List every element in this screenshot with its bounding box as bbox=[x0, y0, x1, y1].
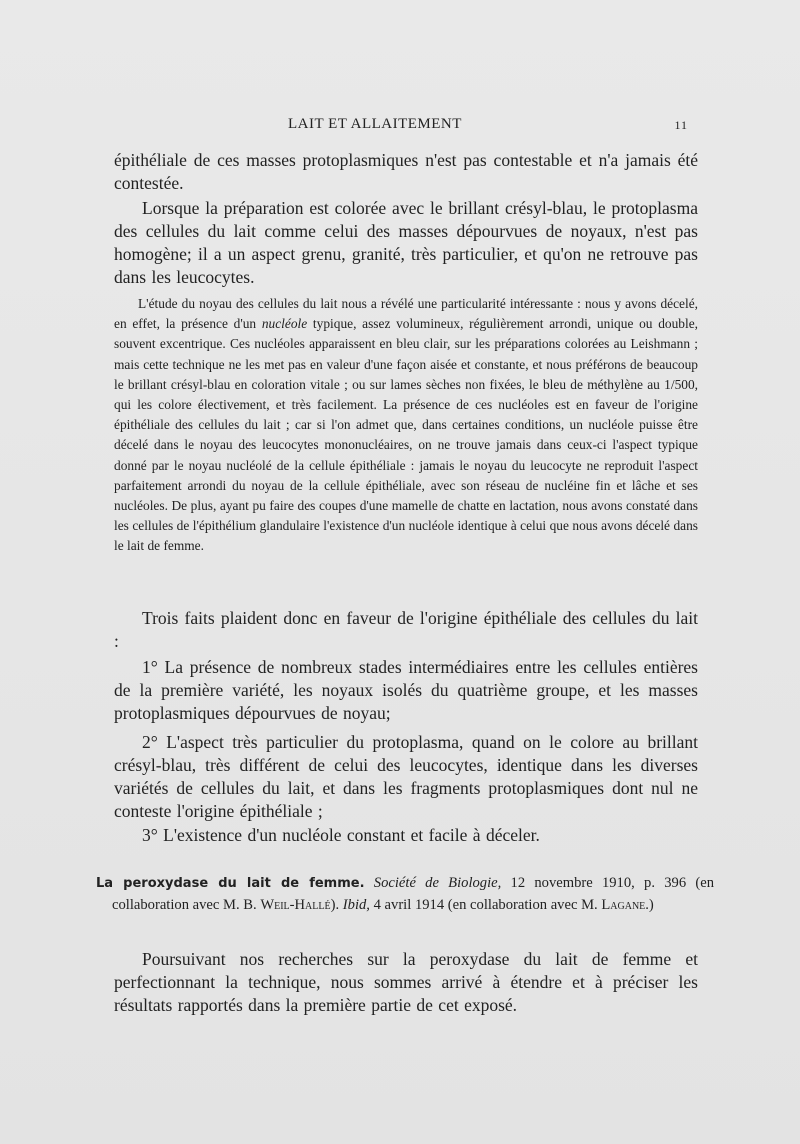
paragraph-5: 2° L'aspect très particulier du protoplasma, quand on le colore au brillant crésyl-blau, très différent de celui des leucocytes, identique dans les diverses variétés de cellules du lait, et dans les fragments protoplasmiques dont nul ne conteste l'origine épithéliale ; bbox=[114, 732, 698, 821]
page-number: 11 bbox=[674, 118, 688, 132]
note-text-b: typique, assez volumineux, régulièrement arrondi, unique ou double, souvent excentrique. Ces nucléoles apparaissent en bleu clair, sur les préparations colorées au Leishmann ; mais cette technique ne les met pas en valeur d'une façon aisée et constante, et nous préférons de beaucoup le brillant crésyl-blau en coloration vitale ; ou sur lames sèches non fixées, le bleu de méthylène au 1/500, qui les colore électivement, et très facilement. La présence de ces nucléoles est en faveur de l'origine épithéliale des cellules du lait ; car si l'on admet que, dans certaines conditions, un nucléole puisse être décelé dans le noyau des leucocytes mononucléaires, on ne trouve jamais dans ceux-ci l'aspect typique donné par le noyau nucléolé de la cellule épithéliale : jamais le noyau du leucocyte ne reproduit l'aspect parfaitement arrondi du noyau de la cellule épithéliale, avec son réseau de nucléine fin et lâche et ses nucléoles. De plus, ayant pu faire des coupes d'une mamelle de chatte en lactation, nous avons constaté dans les cellules de l'épithélium glandulaire l'existence d'un nucléole identique à celui que nous avons décelé dans le lait de femme. bbox=[114, 316, 698, 554]
paragraph-3: Trois faits plaident donc en faveur de l'origine épithéliale des cellules du lait : bbox=[114, 608, 698, 651]
paragraph-1: épithéliale de ces masses protoplasmiques n'est pas contestable et n'a jamais été contestée. bbox=[114, 150, 698, 193]
bibliographic-reference bbox=[96, 873, 714, 915]
running-title: LAIT ET ALLAITEMENT bbox=[288, 116, 462, 132]
paragraph-7: Poursuivant nos recherches sur la peroxydase du lait de femme et perfectionnant la technique, nous sommes arrivé à étendre et à préciser les résultats rapportés dans la première partie de cet exposé. bbox=[114, 949, 698, 1015]
note-emphasis: nucléole bbox=[261, 316, 308, 332]
paragraph-6: 3° L'existence d'un nucléole constant et facile à déceler. bbox=[142, 825, 540, 845]
paragraph-2: Lorsque la préparation est colorée avec le brillant crésyl-blau, le protoplasma des cellules du lait comme celui des masses dépourvues de noyaux, n'est pas homogène; il a un aspect grenu, granité, très particulier, et qu'on ne retrouve pas dans les leucocytes. bbox=[114, 198, 698, 287]
reference-journal: Société de Biologie, bbox=[373, 875, 502, 891]
footnote-nucleole bbox=[114, 294, 698, 557]
reference-mid: ). bbox=[330, 896, 343, 913]
paragraph-peroxydase bbox=[114, 948, 698, 1017]
reference-title: La peroxydase du lait de femme. bbox=[96, 876, 365, 891]
paragraph-trois-faits bbox=[114, 607, 698, 653]
running-header bbox=[0, 116, 800, 138]
reference-date-2: 4 avril 1914 (en collaboration avec M. bbox=[369, 896, 602, 913]
paragraph-continuation bbox=[114, 149, 698, 195]
reference-end: .) bbox=[645, 896, 654, 913]
reference-author-2: Lagane bbox=[601, 896, 646, 913]
reference-author-1: Weil-Hallé bbox=[260, 896, 331, 913]
paragraph-protoplasma bbox=[114, 197, 698, 289]
reference-date-1: 12 novembre 1910, p. 396 (en collaboration avec M. B. bbox=[112, 875, 714, 913]
paragraph-4: 1° La présence de nombreux stades intermédiaires entre les cellules entières de la première variété, les noyaux isolés du quatrième groupe, et les masses protoplasmiques dépourvues de noyau; bbox=[114, 657, 698, 723]
note-text-a: L'étude du noyau des cellules du lait nous a révélé une particularité intéressante : nous y avons décelé, en effet, la présence d'un bbox=[114, 296, 698, 332]
list-item-1 bbox=[114, 656, 698, 725]
note-paragraph bbox=[114, 294, 698, 557]
list-item-3 bbox=[114, 824, 698, 847]
list-item-2 bbox=[114, 731, 698, 823]
reference-ibid: Ibid, bbox=[342, 896, 370, 913]
